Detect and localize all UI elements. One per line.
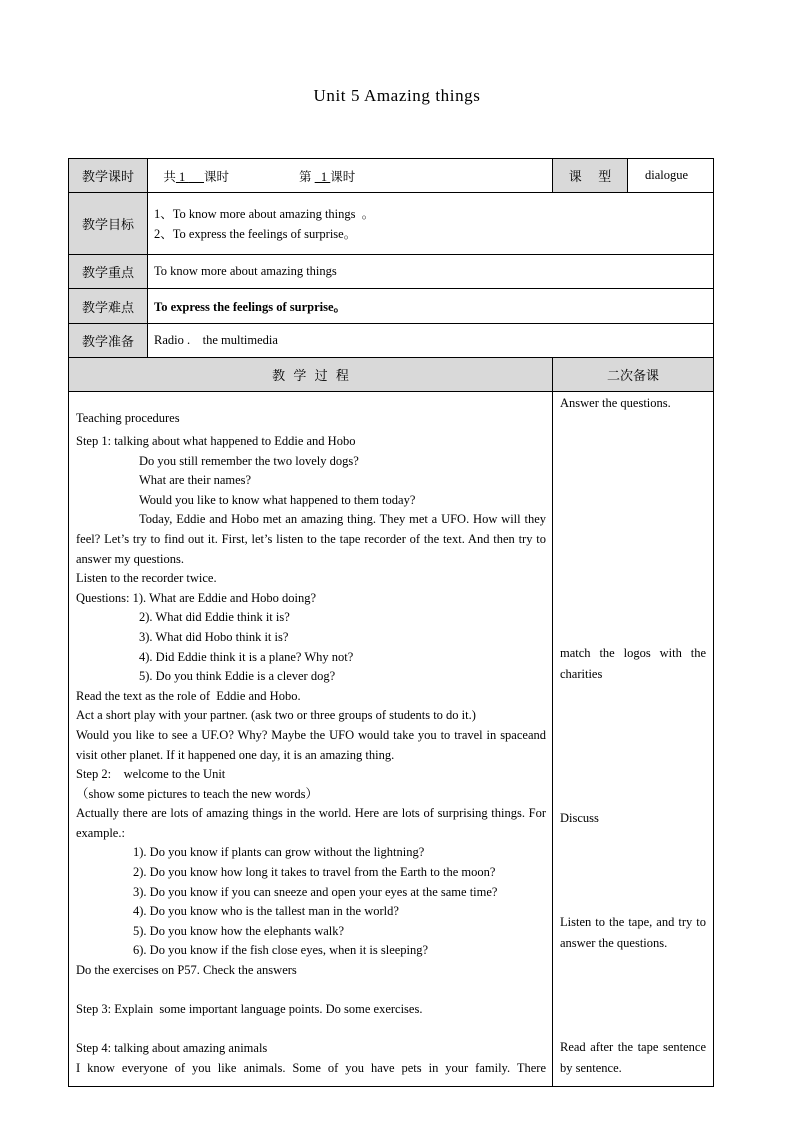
label-preparation: 教学准备: [69, 324, 148, 358]
teaching-goals: [148, 193, 714, 255]
nth-suffix: 课时: [330, 169, 356, 184]
note-item: Read after the tape sentence by sentence.: [560, 1040, 706, 1075]
row-procedure: [69, 392, 714, 1087]
procedure-line: Actually there are lots of amazing things in the world. Here are lots of surprising things. For example.:: [76, 806, 546, 840]
header-secondary-notes: 二次备课: [553, 358, 714, 392]
secondary-notes: [553, 392, 714, 1087]
total-suffix: 课时: [204, 169, 230, 184]
procedure-line: Read the text as the role of Eddie and Hobo.: [76, 688, 301, 703]
procedure-line: Questions: 1). What are Eddie and Hobo doing?: [76, 590, 316, 605]
procedure-line: Step 3: Explain some important language points. Do some exercises.: [76, 1002, 423, 1017]
procedure-line: Do the exercises on P57. Check the answers: [76, 963, 297, 978]
nth-prefix: 第: [299, 169, 312, 184]
preparation-value: Radio . the multimedia: [148, 324, 714, 358]
procedure-line: Would you like to know what happened to them today?: [139, 492, 416, 507]
label-lesson-hours: 教学课时: [69, 159, 148, 193]
label-lesson-type: 课 型: [553, 159, 628, 193]
label-difficult-points: 教学难点: [69, 289, 148, 324]
note-item: match the logos with the charities: [560, 646, 706, 681]
procedure-line: Act a short play with your partner. (ask two or three groups of students to do it.): [76, 708, 476, 723]
goal-item: 2、To express the feelings of surprise。: [154, 226, 357, 241]
procedure-line: 5). Do you think Eddie is a clever dog?: [139, 669, 336, 684]
procedure-line: 4). Do you know who is the tallest man in the world?: [133, 904, 399, 919]
procedure-line: 6). Do you know if the fish close eyes, when it is sleeping?: [133, 943, 429, 958]
total-hours: 1: [175, 169, 189, 184]
difficult-points-value: To express the feelings of surprise。: [148, 289, 714, 324]
label-teaching-goals: 教学目标: [69, 193, 148, 255]
key-points-value: To know more about amazing things: [148, 255, 714, 289]
procedure-line: 1). Do you know if plants can grow without the lightning?: [133, 845, 425, 860]
procedure-line: 4). Did Eddie think it is a plane? Why not?: [139, 649, 354, 664]
row-key-points: [69, 255, 714, 289]
label-key-points: 教学重点: [69, 255, 148, 289]
procedure-line: Step 1: talking about what happened to Eddie and Hobo: [76, 434, 356, 448]
procedure-line: Listen to the recorder twice.: [76, 571, 217, 586]
header-teaching-process: 教 学 过 程: [69, 358, 553, 392]
lesson-plan-table: [68, 158, 714, 1087]
procedure-line: （show some pictures to teach the new words）: [76, 786, 318, 801]
row-teaching-goals: [69, 193, 714, 255]
note-item: Discuss: [560, 811, 599, 825]
row-lesson-hours: [69, 159, 714, 193]
procedure-line: Step 4: talking about amazing animals: [76, 1041, 268, 1056]
procedure-line: 2). Do you know how long it takes to travel from the Earth to the moon?: [133, 865, 496, 880]
row-preparation: [69, 324, 714, 358]
note-item: Answer the questions.: [560, 396, 671, 410]
lesson-hours-value: [148, 159, 553, 193]
procedure-line: 5). Do you know how the elephants walk?: [133, 923, 345, 938]
lesson-type-value: dialogue: [628, 159, 714, 193]
teaching-procedure: [69, 392, 553, 1087]
procedure-line: Step 2: welcome to the Unit: [76, 767, 226, 782]
page-title: Unit 5 Amazing things: [313, 86, 481, 105]
row-difficult-points: [69, 289, 714, 324]
note-item: Listen to the tape, and try to answer the questions.: [560, 915, 706, 950]
procedure-line: 2). What did Eddie think it is?: [139, 610, 290, 625]
procedure-line: I know everyone of you like animals. Some of you have pets in your family. There: [76, 1061, 546, 1075]
total-prefix: 共: [163, 169, 176, 184]
procedure-line: Do you still remember the two lovely dogs?: [139, 453, 359, 468]
procedure-line: 3). What did Hobo think it is?: [139, 629, 289, 644]
procedure-line: Teaching procedures: [76, 411, 180, 426]
current-hour: 1: [314, 169, 331, 184]
procedure-line: Would you like to see a UF.O? Why? Maybe the UFO would take you to travel in spaceand visit other planet. If it happened one day, it is an amazing thing.: [76, 727, 546, 762]
row-section-header: [69, 358, 714, 392]
goal-item: 1、To know more about amazing things 。: [154, 206, 375, 221]
procedure-line: Today, Eddie and Hobo met an amazing thing. They met a UFO. How will they feel? Let’s try to find out it. First, let’s listen to the tape recorder of the text. And then try to answer my questions.: [76, 512, 546, 566]
procedure-line: 3). Do you know if you can sneeze and open your eyes at the same time?: [133, 884, 498, 899]
procedure-line: What are their names?: [139, 473, 252, 488]
